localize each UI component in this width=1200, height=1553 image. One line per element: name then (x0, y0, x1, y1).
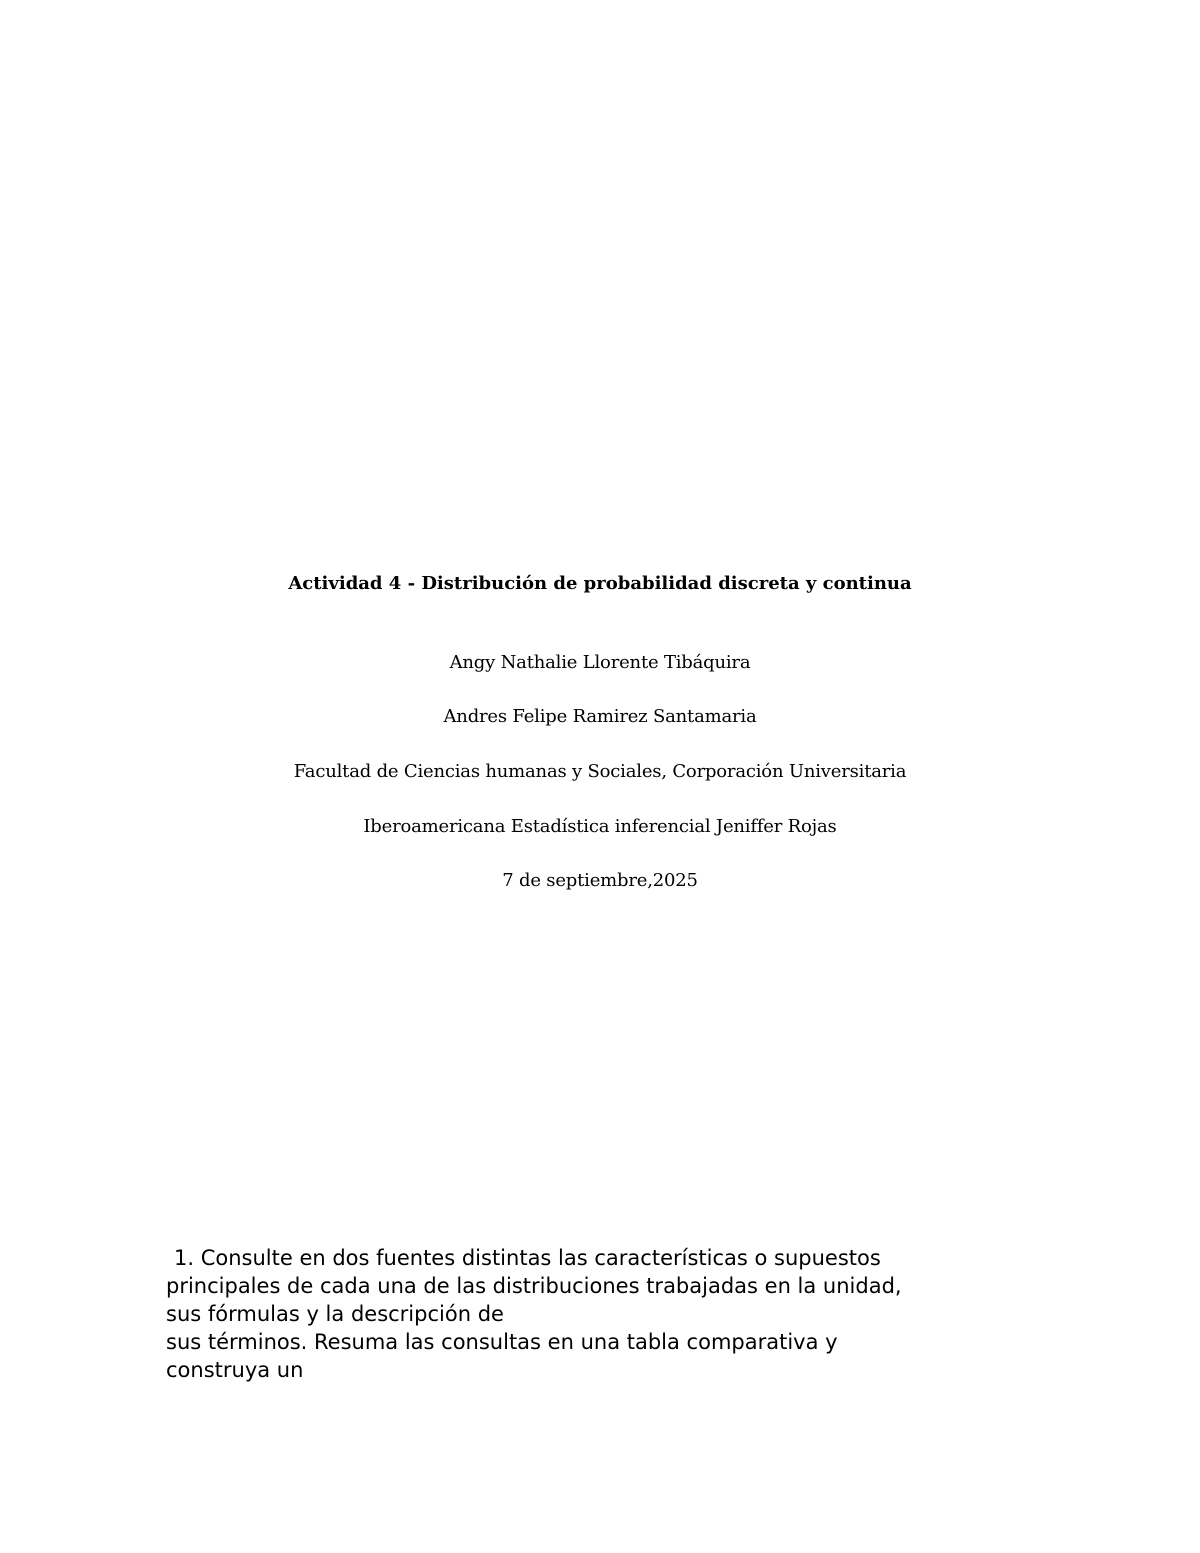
institution-line-2: Iberoamericana Estadística inferencial Jeniffer Rojas (363, 816, 837, 837)
question-line: principales de cada una de las distribuciones trabajadas en la unidad, (166, 1274, 902, 1298)
question-line: 1. Consulte en dos fuentes distintas las características o supuestos (174, 1246, 881, 1270)
author-1: Angy Nathalie Llorente Tibáquira (449, 652, 751, 673)
document-title: Actividad 4 - Distribución de probabilidad discreta y continua (288, 573, 912, 594)
document-date: 7 de septiembre,2025 (502, 870, 698, 891)
author-2: Andres Felipe Ramirez Santamaria (443, 706, 757, 727)
institution-line-1: Facultad de Ciencias humanas y Sociales, Corporación Universitaria (293, 761, 907, 782)
question-line: construya un (166, 1358, 304, 1382)
question-line: sus términos. Resuma las consultas en una tabla comparativa y (166, 1330, 838, 1354)
question-line: sus fórmulas y la descripción de (166, 1302, 504, 1326)
question-1 (166, 1244, 1026, 1384)
